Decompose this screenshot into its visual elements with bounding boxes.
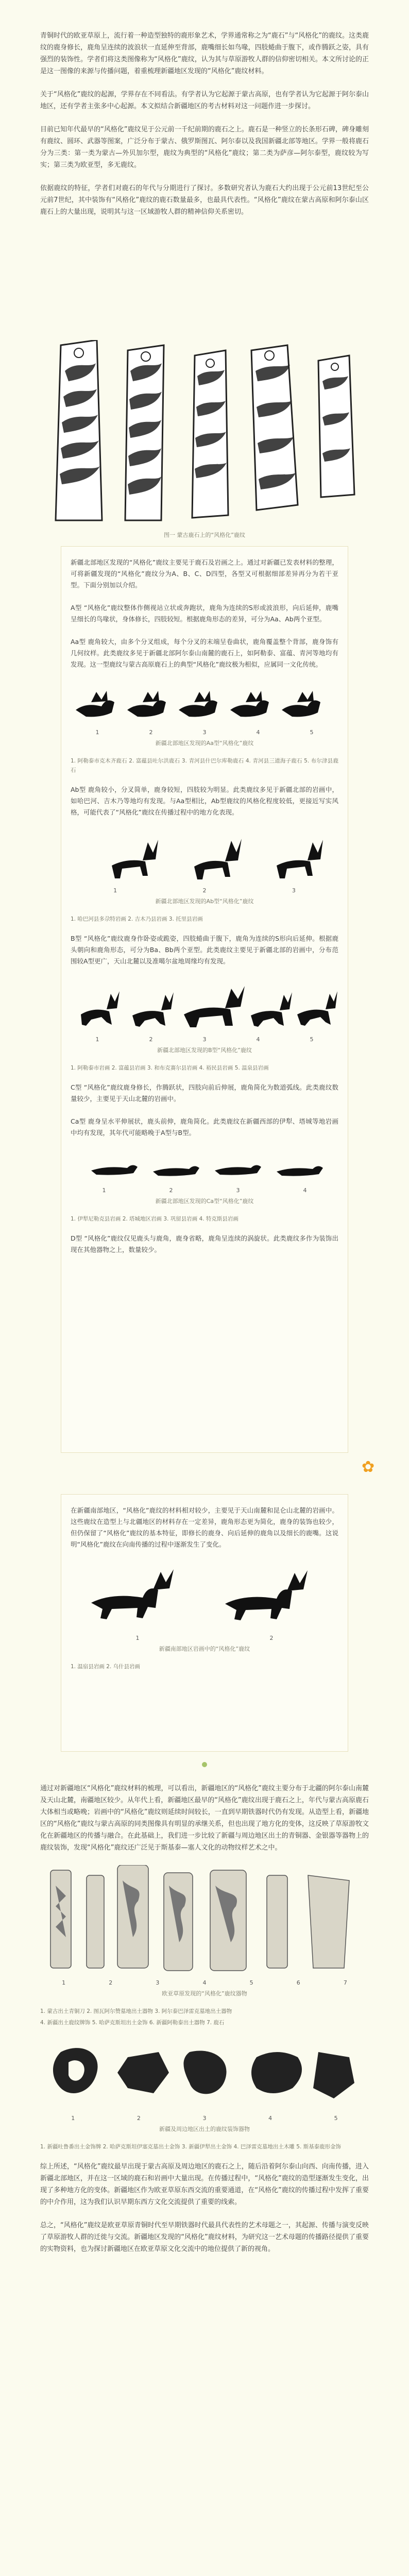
artifact-7 (308, 1875, 349, 1968)
aa-deer-figure (71, 682, 338, 728)
figure-numbers: 1 2 (135, 1635, 274, 1641)
figure-note: 1. 哈巴河县多尕特岩画 2. 吉木乃县岩画 3. 托里县岩画 (71, 916, 203, 922)
panel-paragraph: Ab型 鹿角较小，分叉简单，鹿身较短，四肢较为明显。此类鹿纹多见于新疆北部的岩画中，如哈巴河、吉木乃等地均有发现。与Aa型相比，Ab型鹿纹的风格化程度较低，更接近写实风格，可能代表了“风格化”鹿纹在传播过程中的地方化表现。 (71, 786, 338, 816)
figure-note: 1. 阿勒泰市克木齐鹿石 2. 富蕴县吐尔洪鹿石 3. 青河县什巴尔库勒鹿石 4. 青河县三道海子鹿石 5. 布尔津县鹿石 (71, 758, 338, 773)
panel-paragraph: 在新疆南部地区，“风格化”鹿纹的材料相对较少，主要见于天山南麓和昆仑山北麓的岩画中。这些鹿纹在造型上与北疆地区的材料存在一定差异，鹿角形态更为简化，鹿身的装饰也较少，但仍保留了“风格化”鹿纹的基本特征，即修长的鹿身、向后延伸的鹿角以及细长的鹿嘴。这说明“风格化”鹿纹在向南传播的过程中逐渐发生了变化。 (71, 1506, 338, 1548)
artifacts-figure (40, 1865, 369, 1978)
panel-paragraph: Ca型 鹿身呈水平伸展状，鹿头前伸，鹿角简化。此类鹿纹在新疆西部的伊犁、塔城等地岩画中均有发现，其年代可能略晚于A型与B型。 (71, 1117, 338, 1137)
south-deer-figure (71, 1562, 338, 1634)
figure-caption: 新疆北部地区发现的Ca型“风格化”鹿纹 (155, 1198, 254, 1205)
intro-section (40, 30, 369, 229)
figure-caption: 新疆北部地区发现的Ab型“风格化”鹿纹 (155, 898, 254, 905)
discussion-paragraph: 综上所述，“风格化”鹿纹最早出现于蒙古高原及周边地区的鹿石之上，随后沿着阿尔泰山向西、向南传播，进入新疆北部地区，并在这一区域的鹿石和岩画中大量出现。在传播过程中，“风格化”鹿纹的造型逐渐发生变化，出现了多种地方化的变体。新疆地区作为欧亚草原东西交流的重要通道，在“风格化”鹿纹的传播过程中发挥了重要的中介作用，这为我们认识早期东西方文化交流提供了重要的线索。 (40, 2163, 369, 2206)
figure-note: 4. 新疆出土鹿纹牌饰 5. 哈萨克斯坦出土金饰 6. 新疆阿勒泰出土器物 7. 鹿石 (40, 2020, 225, 2026)
figure-note: 1. 蒙古出土青铜刀 2. 图瓦阿尔赞墓地出土器物 3. 阿尔泰巴泽雷克墓地出土器物 (40, 2008, 232, 2014)
intro-paragraph: 依据鹿纹的特征，学者们对鹿石的年代与分期进行了探讨。多数研究者认为鹿石大约出现于公元前13世纪至公元前7世纪，其中装饰有“风格化”鹿纹的鹿石数量最多，也最具代表性。“风格化”鹿纹在蒙古高原和阿尔泰山区鹿石上的大量出现，说明其与这一区域游牧人群的精神信仰关系密切。 (40, 184, 369, 216)
figure-note: 1. 伊犁尼勒克县岩画 2. 塔城地区岩画 3. 巩留县岩画 4. 特克斯县岩画 (71, 1216, 238, 1222)
discussion-paragraph: 通过对新疆地区“风格化”鹿纹材料的梳理，可以看出，新疆地区的“风格化”鹿纹主要分布于北疆的阿尔泰山南麓及天山北麓，南疆地区较少。从年代上看，新疆地区最早的“风格化”鹿纹出现于鹿石之上，年代与蒙古高原鹿石大体相当或略晚；岩画中的“风格化”鹿纹则延续时间较长，一直到早期铁器时代仍有发现。从造型上看，新疆地区的“风格化”鹿纹与蒙古高原的同类图像具有明显的承继关系，但也出现了地方化的变体，这反映了草原游牧文化在新疆地区的传播与融合。在此基础上，我们进一步比较了新疆与周边地区出土的青铜器、金银器等器物上的鹿纹装饰，发现“风格化”鹿纹还广泛见于斯基泰—塞人文化的动物纹样艺术之中。 (40, 1785, 369, 1852)
figure-note: 1. 阿勒泰市岩画 2. 富蕴县岩画 3. 和布克赛尔县岩画 4. 裕民县岩画 5. 温泉县岩画 (71, 1065, 269, 1071)
figure-numbers: 1 2 3 4 (102, 1187, 307, 1194)
deer-stone-5 (318, 355, 354, 497)
figure-numbers: 1 2 3 4 5 (71, 2115, 338, 2122)
figure-numbers: 1 2 3 4 5 (95, 729, 314, 736)
panel-paragraph: Aa型 鹿角较大，由多个分叉组成，每个分叉的末端呈卷曲状，鹿角覆盖整个背部，鹿身饰有几何纹样。此类鹿纹多见于新疆北部阿尔泰山南麓的鹿石上，如阿勒泰、富蕴、青河等地均有发现。这一型鹿纹与蒙古高原鹿石上的典型“风格化”鹿纹极为相似，应属同一文化传统。 (71, 638, 338, 668)
figure-caption: 新疆北部地区发现的B型“风格化”鹿纹 (157, 1047, 252, 1054)
intro-paragraph: 目前已知年代最早的“风格化”鹿纹见于公元前一千纪前期的鹿石之上。鹿石是一种竖立的长条形石碑，碑身雕刻有鹿纹、圆环、武器等图案，广泛分布于蒙古、俄罗斯图瓦、阿尔泰以及我国新疆北部等地区。学界一般将鹿石分为三类：第一类为蒙古—外贝加尔型，鹿纹为典型的“风格化”鹿纹；第二类为萨彦—阿尔泰型，鹿纹较为写实；第三类为欧亚型，多无鹿纹。 (40, 126, 369, 169)
discussion-paragraph: 总之，“风格化”鹿纹是欧亚草原青铜时代至早期铁器时代最具代表性的艺术母题之一，其起源、传播与演变反映了草原游牧人群的迁徙与交流。新疆地区发现的“风格化”鹿纹材料，为研究这一艺术母题的传播路径提供了重要的实物资料，也为探讨新疆地区在欧亚草原文化交流中的地位提供了新的视角。 (40, 2222, 369, 2253)
artifact-6 (267, 1875, 287, 1968)
south-region-panel (61, 1494, 348, 1752)
panel-paragraph: 新疆北部地区发现的“风格化”鹿纹主要见于鹿石及岩画之上。通过对新疆已发表材料的整理，可将新疆发现的“风格化”鹿纹分为A、B、C、D四型，各型又可根据细部差异再分为若干亚型。下面分别加以介绍。 (71, 558, 338, 589)
figure-caption: 欧亚草原发现的“风格化”鹿纹器物 (162, 1990, 247, 1997)
figure-numbers: 1 2 3 4 5 (95, 1036, 314, 1043)
figure-deer-stones (40, 340, 369, 548)
panel-paragraph: C型 “风格化”鹿纹鹿身修长，作腾跃状，四肢向前后伸展，鹿角简化为数道弧线。此类鹿纹数量较少，主要见于天山北麓的岩画中。 (71, 1083, 338, 1103)
section-divider-icon (202, 1762, 207, 1767)
intro-paragraph: 青铜时代的欧亚草原上，流行着一种造型独特的鹿形象艺术，学界通常称之为“鹿石”与“风格化”的鹿纹。这类鹿纹的鹿身修长，鹿角呈连续的波浪状一直延伸至背部，鹿嘴细长如鸟喙，四肢蜷曲于腹下，或作腾跃之姿，具有强烈的装饰性。学者们将这类图像称为“风格化”鹿纹，认为其与草原游牧人群的信仰密切相关。本文所讨论的正是这一图像的来源与传播问题，着重梳理新疆地区发现的“风格化”鹿纹材料。 (40, 32, 369, 75)
panel-paragraph: A型 “风格化”鹿纹整体作侧视站立状或奔跑状，鹿角为连续的S形或波浪形，向后延伸，鹿嘴呈细长的鸟喙状，身体修长，四肢较短。根据鹿角形态的差异，可分为Aa、Ab两个亚型。 (71, 604, 338, 623)
ab-deer-figure (71, 829, 338, 886)
panel-paragraph: D型 “风格化”鹿纹仅见鹿头与鹿角，鹿身省略，鹿角呈连续的涡旋状。此类鹿纹多作为装饰出现在其他器物之上，数量较少。 (71, 1234, 338, 1253)
figure-numbers: 1 2 3 4 5 6 7 (62, 1979, 347, 1986)
discussion-section (40, 1783, 369, 2266)
figure-caption: 图一 蒙古鹿石上的“风格化”鹿纹 (164, 532, 245, 538)
intro-paragraph: 关于“风格化”鹿纹的起源，学界存在不同看法。有学者认为它起源于蒙古高原，也有学者认为它起源于阿尔泰山地区，还有学者主张多中心起源。本文拟结合新疆地区的考古材料对这一问题作进一步探讨。 (40, 91, 369, 110)
b-deer-figure (71, 978, 338, 1035)
figure-caption: 新疆北部地区发现的Aa型“风格化”鹿纹 (155, 740, 254, 747)
ca-deer-figure (71, 1150, 338, 1186)
figure-note: 1. 新疆吐鲁番出土金饰牌 2. 哈萨克斯坦伊塞克墓出土金饰 3. 新疆伊犁出土金饰 4. 巴泽雷克墓地出土木雕 5. 斯基泰鹿形金饰 (40, 2144, 342, 2150)
figure-note: 1. 温宿县岩画 2. 乌什县岩画 (71, 1664, 141, 1670)
artifact-1 (50, 1870, 71, 1968)
artifact-2 (87, 1875, 104, 1968)
panel-paragraph: B型 “风格化”鹿纹鹿身作卧姿或跪姿，四肢蜷曲于腹下，鹿角为连续的S形向后延伸。根据鹿头朝向和鹿角形态，可分为Ba、Bb两个亚型。此类鹿纹主要见于新疆北部的岩画中，分布范围较A型更广，天山北麓以及准噶尔盆地周缘均有发现。 (71, 935, 338, 965)
figure-numbers: 1 2 3 (113, 887, 296, 894)
typology-panel (61, 546, 348, 1453)
ornaments-figure (40, 2037, 369, 2114)
figure-caption: 新疆及周边地区出土的鹿纹装饰器物 (159, 2126, 250, 2132)
flower-ornament-icon: ✿ (362, 1458, 375, 1476)
deer-stone-illustration (40, 340, 369, 526)
figure-caption: 新疆南部地区岩画中的“风格化”鹿纹 (159, 1646, 250, 1652)
